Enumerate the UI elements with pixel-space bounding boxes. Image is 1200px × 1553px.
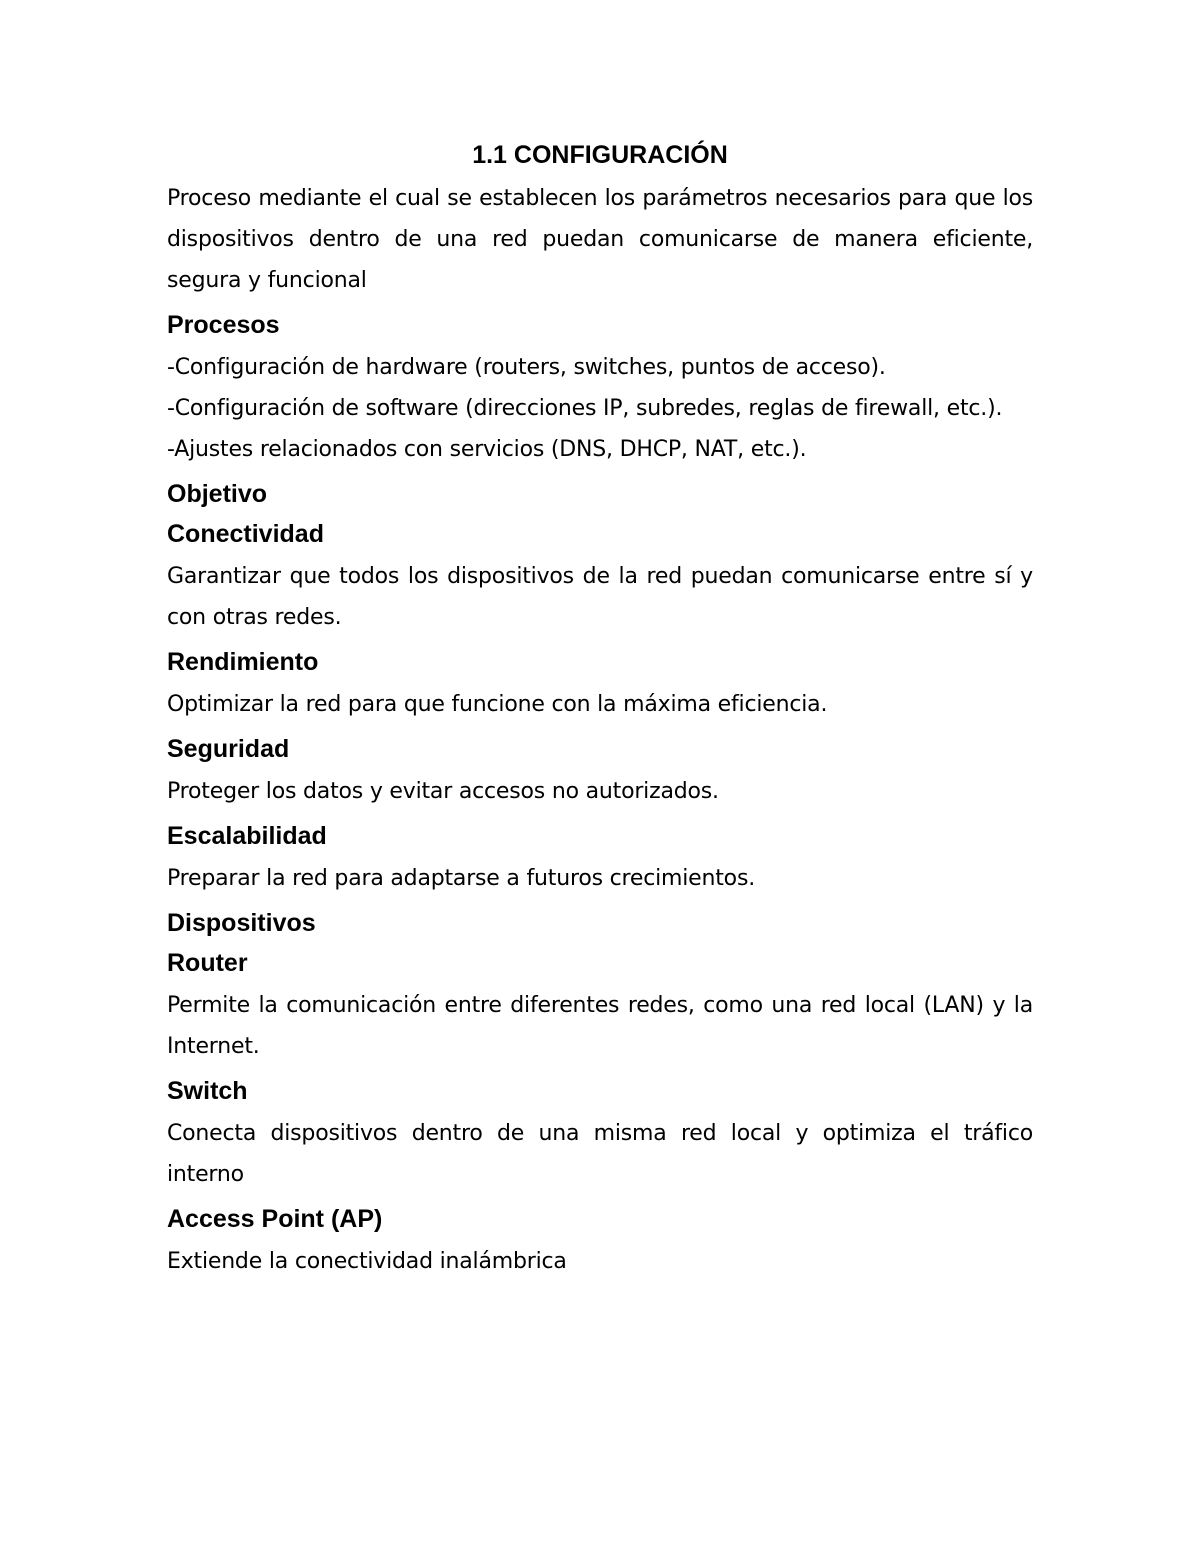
switch-text: Conecta dispositivos dentro de una misma red local y optimiza el tráfico interno [167,1121,1033,1187]
conectividad-text: Garantizar que todos los dispositivos de la red puedan comunicarse entre sí y con otras redes. [167,564,1033,630]
seguridad-text: Proteger los datos y evitar accesos no autorizados. [167,779,719,804]
router-heading: Router [167,949,248,977]
proceso-item-servicios: -Ajustes relacionados con servicios (DNS, DHCP, NAT, etc.). [167,437,807,462]
dispositivos-heading: Dispositivos [167,909,316,937]
proceso-item-software: -Configuración de software (direcciones IP, subredes, reglas de firewall, etc.). [167,396,1003,421]
access-point-text: Extiende la conectividad inalámbrica [167,1249,567,1274]
seguridad-heading: Seguridad [167,735,290,763]
document-body [167,138,1033,1282]
rendimiento-text: Optimizar la red para que funcione con la máxima eficiencia. [167,692,828,717]
rendimiento-heading: Rendimiento [167,648,319,676]
switch-heading: Switch [167,1077,248,1105]
document-title: 1.1 CONFIGURACIÓN [472,141,728,169]
escalabilidad-heading: Escalabilidad [167,822,327,850]
intro-paragraph: Proceso mediante el cual se establecen los parámetros necesarios para que los dispositivos dentro de una red puedan comunicarse de manera eficiente, segura y funcional [167,186,1033,293]
objetivo-heading: Objetivo [167,480,268,508]
access-point-heading: Access Point (AP) [167,1205,383,1233]
router-text: Permite la comunicación entre diferentes redes, como una red local (LAN) y la Internet. [167,993,1033,1059]
conectividad-heading: Conectividad [167,520,324,548]
proceso-item-hardware: -Configuración de hardware (routers, switches, puntos de acceso). [167,355,886,380]
procesos-heading: Procesos [167,311,280,339]
escalabilidad-text: Preparar la red para adaptarse a futuros crecimientos. [167,866,756,891]
